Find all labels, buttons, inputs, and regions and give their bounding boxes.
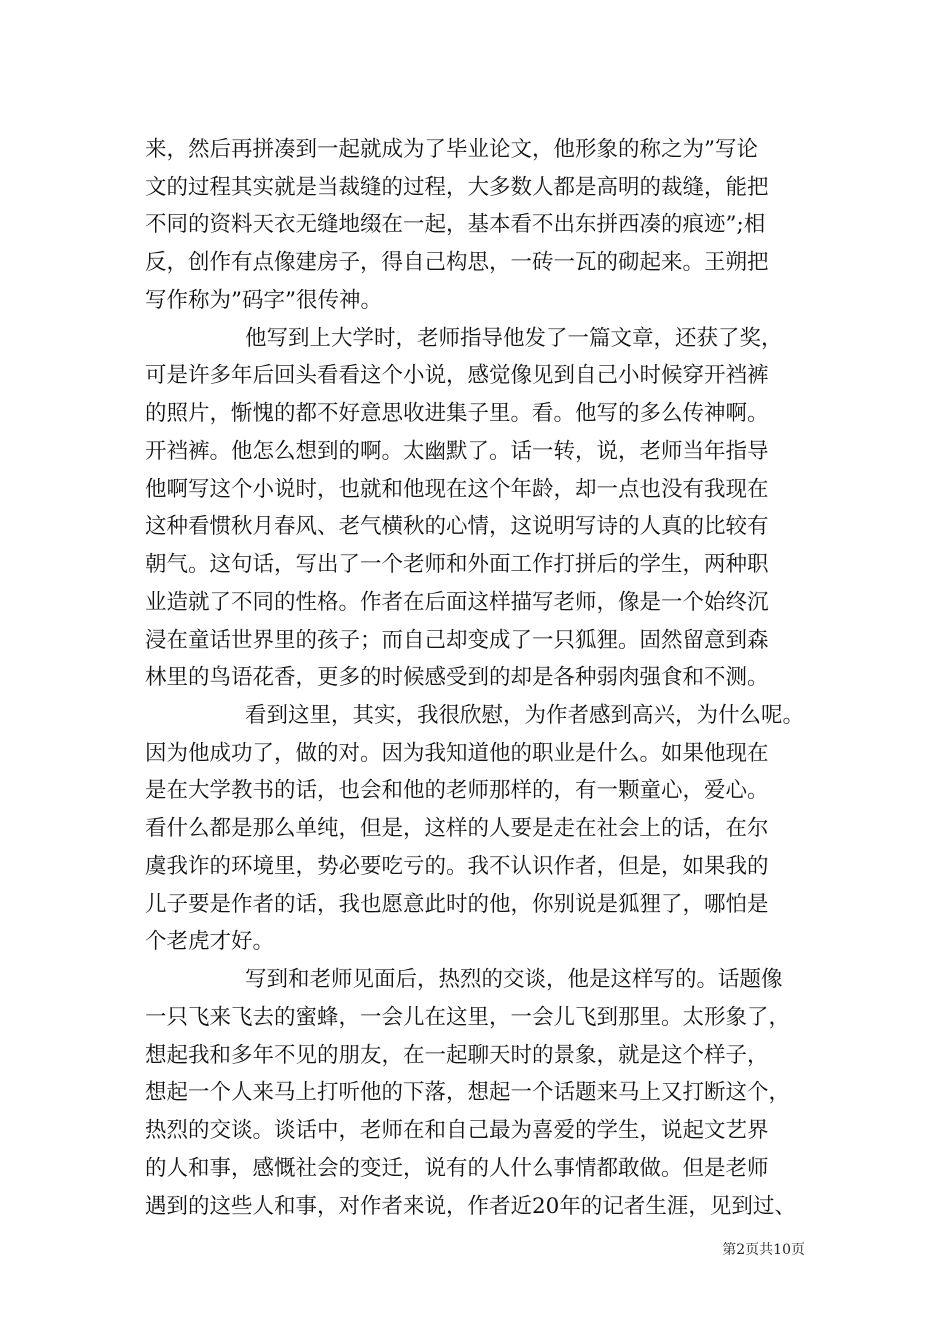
paragraph xyxy=(145,961,835,1225)
paragraph xyxy=(145,131,835,320)
text-line: 写到和老师见面后，热烈的交谈，他是这样写的。话题像 xyxy=(245,967,783,993)
text-line: 一只飞来飞去的蜜蜂，一会儿在这里，一会儿飞到那里。太形象了， xyxy=(145,1004,791,1030)
text-line: 文的过程其实就是当裁缝的过程，大多数人都是高明的裁缝，能把 xyxy=(145,174,769,200)
text-line: 不同的资料天衣无缝地缀在一起，基本看不出东拼西凑的痕迹”;相 xyxy=(145,212,766,238)
text-line: 写作称为”码字”很传神。 xyxy=(145,287,382,313)
paragraph xyxy=(145,320,835,697)
text-line: 看到这里，其实，我很欣慰，为作者感到高兴，为什么呢。 xyxy=(245,703,805,729)
document-body xyxy=(145,131,835,1225)
text-line: 想起一个人来马上打听他的下落，想起一个话题来马上又打断这个， xyxy=(145,1080,791,1106)
page-number: 第2页共10页 xyxy=(722,1242,805,1259)
text-line: 他写到上大学时，老师指导他发了一篇文章，还获了奖， xyxy=(245,325,783,351)
text-line: 他啊写这个小说时，也就和他现在这个年龄，却一点也没有我现在 xyxy=(145,476,769,502)
text-line: 林里的鸟语花香，更多的时候感受到的却是各种弱肉强食和不测。 xyxy=(145,665,769,691)
text-line: 反，创作有点像建房子，得自己构思，一砖一瓦的砌起来。王朔把 xyxy=(145,250,769,276)
text-line: 的照片，惭愧的都不好意思收进集子里。看。他写的多么传神啊。 xyxy=(145,401,769,427)
text-line: 想起我和多年不见的朋友，在一起聊天时的景象，就是这个样子， xyxy=(145,1042,769,1068)
text-line: 朝气。这句话，写出了一个老师和外面工作打拼后的学生，两种职 xyxy=(145,552,769,578)
text-line: 是在大学教书的话，也会和他的老师那样的，有一颗童心，爱心。 xyxy=(145,778,769,804)
text-line: 个老虎才好。 xyxy=(145,929,275,955)
page-content xyxy=(145,131,835,1259)
text-line: 浸在童话世界里的孩子；而自己却变成了一只狐狸。固然留意到森 xyxy=(145,627,769,653)
text-line: 业造就了不同的性格。作者在后面这样描写老师，像是一个始终沉 xyxy=(145,589,769,615)
text-line: 来，然后再拼凑到一起就成为了毕业论文，他形象的称之为”写论 xyxy=(145,137,758,162)
text-line: 因为他成功了，做的对。因为我知道他的职业是什么。如果他现在 xyxy=(145,740,769,766)
text-line: 可是许多年后回头看看这个小说，感觉像见到自己小时候穿开裆裤 xyxy=(145,363,769,389)
text-line: 看什么都是那么单纯，但是，这样的人要是走在社会上的话，在尔 xyxy=(145,816,769,842)
text-line: 虞我诈的环境里，势必要吃亏的。我不认识作者，但是，如果我的 xyxy=(145,853,769,879)
text-line: 开裆裤。他怎么想到的啊。太幽默了。话一转，说，老师当年指导 xyxy=(145,438,769,464)
paragraph xyxy=(145,697,835,961)
text-line: 这种看惯秋月春风、老气横秋的心情，这说明写诗的人真的比较有 xyxy=(145,514,769,540)
text-line: 热烈的交谈。谈话中，老师在和自己最为喜爱的学生，说起文艺界 xyxy=(145,1118,769,1144)
text-line: 的人和事，感慨社会的变迁，说有的人什么事情都敢做。但是老师 xyxy=(145,1155,769,1181)
text-line: 儿子要是作者的话，我也愿意此时的他，你别说是狐狸了，哪怕是 xyxy=(145,891,769,917)
text-line: 遇到的这些人和事，对作者来说，作者近20年的记者生涯，见到过、 xyxy=(145,1193,796,1219)
